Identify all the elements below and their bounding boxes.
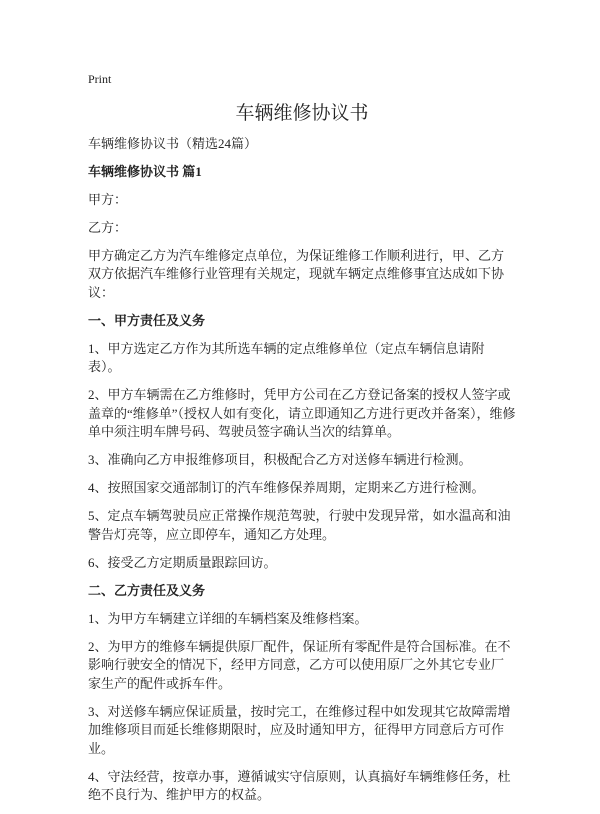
section1-item: 6、接受乙方定期质量跟踪回访。: [88, 554, 277, 570]
section2-item: 1、为甲方车辆建立详细的车辆档案及维修档案。: [88, 610, 368, 626]
subtitle: 车辆维修协议书（精选24篇）: [88, 135, 258, 151]
document-title: 车辆维修协议书: [235, 101, 369, 124]
print-label: Print: [88, 72, 112, 86]
section1-item: 3、准确向乙方申报维修项目，积极配合乙方对送修车辆进行检测。: [88, 452, 472, 467]
article-heading: 车辆维修协议书 篇1: [88, 163, 202, 179]
section1-item: 2、甲方车辆需在乙方维修时，凭甲方公司在乙方登记备案的授权人签字或盖章的“维修单”（授权人如有变化，请立即通知乙方进行更改并备案），维修单中须注明车牌号码、驾驶员签字确认当次的结算单。: [88, 387, 516, 439]
document-page: [88, 70, 516, 814]
section2-heading: 二、乙方责任及义务: [88, 582, 206, 598]
section2-item: 3、对送修车辆应保证质量，按时完工，在维修过程中如发现其它故障需增加维修项目而延长维修期限时，应及时通知甲方，征得甲方同意后方可作业。: [88, 703, 511, 756]
section2-item: 2、为甲方的维修车辆提供原厂配件，保证所有零配件是符合国标准。在不影响行驶安全的情况下，经甲方同意，乙方可以使用原厂之外其它专业厂家生产的配件或拆车件。: [88, 638, 511, 691]
section1-heading: 一、甲方责任及义务: [88, 312, 206, 328]
section1-item: 1、甲方选定乙方作为其所选车辆的定点维修单位（定点车辆信息请附表）。: [88, 340, 485, 374]
section1-item: 4、按照国家交通部制订的汽车维修保养周期，定期来乙方进行检测。: [88, 480, 485, 495]
party-b: 乙方：: [88, 219, 128, 235]
section2-item: 4、守法经营，按章办事，遵循诚实守信原则，认真搞好车辆维修任务，杜绝不良行为、维护甲方的权益。: [88, 768, 511, 802]
section1-item: 5、定点车辆驾驶员应正常操作规范驾驶，行驶中发现异常，如水温高和油警告灯亮等，应立即停车，通知乙方处理。: [88, 508, 511, 542]
intro-paragraph: 甲方确定乙方为汽车维修定点单位，为保证维修工作顺利进行，甲、乙方双方依据汽车维修行业管理有关规定，现就车辆定点维修事宜达成如下协议：: [88, 247, 505, 300]
party-a: 甲方：: [88, 191, 128, 207]
